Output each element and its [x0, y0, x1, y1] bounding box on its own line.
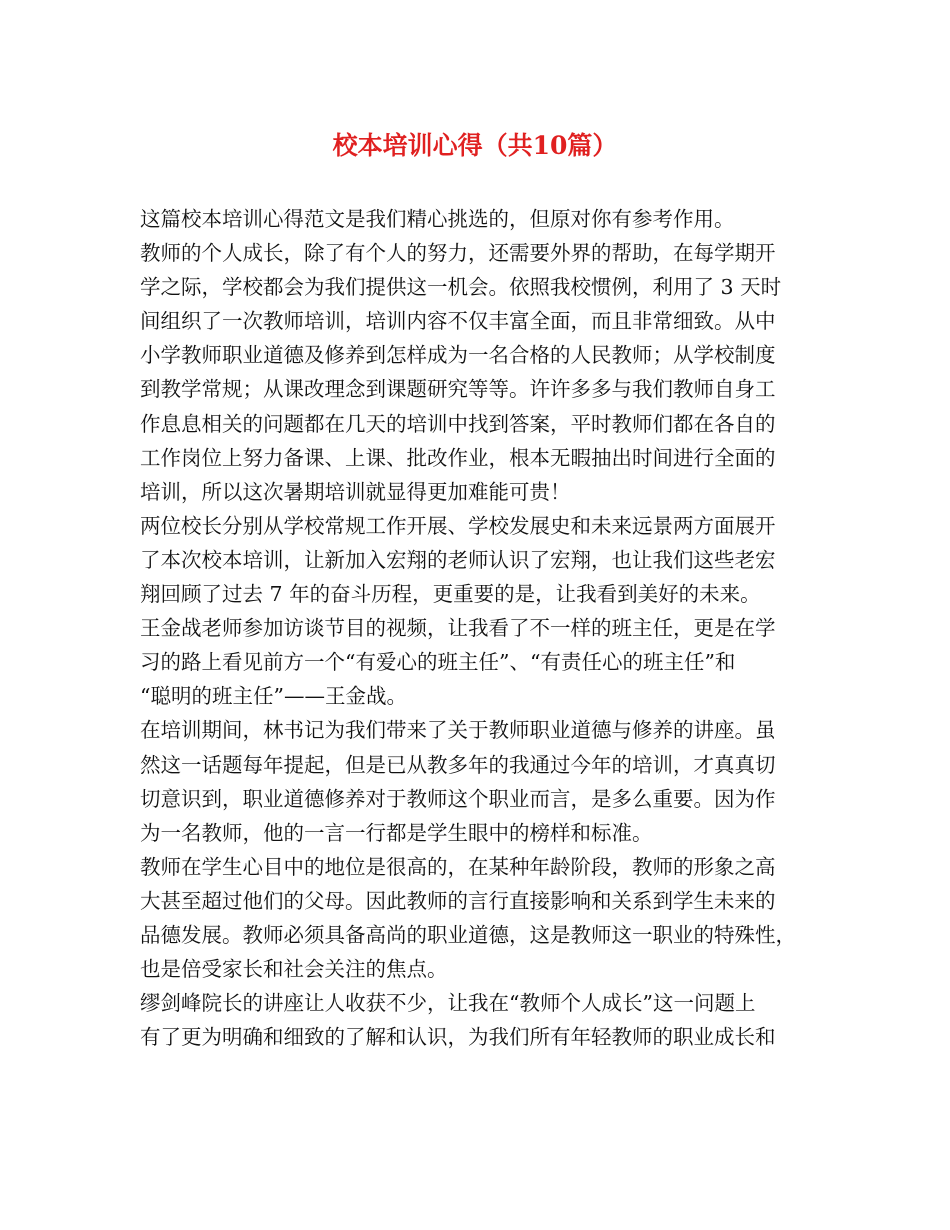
text-line: 这篇校本培训心得范文是我们精心挑选的，但原对你有参考作用。 [140, 207, 735, 231]
text-line: 习的路上看见前方一个“有爱心的班主任”、“有责任心的班主任”和 [140, 650, 736, 675]
text-line: 教师的个人成长，除了有个人的努力，还需要外界的帮助，在每学期开 [140, 241, 776, 266]
text-line: 到教学常规；从课改理念到课题研究等等。许许多多与我们教师自身工 [140, 377, 776, 402]
text-line: 工作岗位上努力备课、上课、批改作业，根本无暇抽出时间进行全面的 [140, 445, 776, 470]
text-line: 小学教师职业道德及修养到怎样成为一名合格的人民教师；从学校制度 [140, 343, 776, 368]
text-line: 然这一话题每年提起，但是已从教多年的我通过今年的培训，才真真切 [140, 752, 776, 777]
text-line: 两位校长分别从学校常规工作开展、学校发展史和未来远景两方面展开 [140, 513, 776, 538]
document-body [140, 202, 816, 1054]
text-line: 培训，所以这次暑期培训就显得更加难能可贵！ [140, 479, 571, 504]
document-title: 校本培训心得（共10篇） [332, 131, 618, 160]
text-line: “聪明的班主任”——王金战。 [140, 684, 407, 709]
text-line: 有了更为明确和细致的了解和认识，为我们所有年轻教师的职业成长和 [140, 1025, 776, 1050]
text-line: 在培训期间，林书记为我们带来了关于教师职业道德与修养的讲座。虽 [140, 718, 776, 743]
text-line: 王金战老师参加访谈节目的视频，让我看了不一样的班主任，更是在学 [140, 616, 776, 641]
text-line: 也是倍受家长和社会关注的焦点。 [140, 957, 448, 982]
text-line: 翔回顾了过去 7 年的奋斗历程，更重要的是，让我看到美好的未来。 [140, 582, 761, 607]
text-line: 了本次校本培训，让新加入宏翔的老师认识了宏翔，也让我们这些老宏 [140, 547, 776, 572]
text-line: 教师在学生心目中的地位是很高的，在某种年龄阶段，教师的形象之高 [140, 854, 776, 879]
text-line: 作息息相关的问题都在几天的培训中找到答案，平时教师们都在各自的 [140, 411, 776, 436]
text-line: 缪剑峰院长的讲座让人收获不少，让我在“教师个人成长”这一问题上 [140, 991, 756, 1016]
text-line: 切意识到，职业道德修养对于教师这个职业而言，是多么重要。因为作 [140, 786, 776, 811]
text-line: 学之际，学校都会为我们提供这一机会。依照我校惯例，利用了 3 天时 [140, 275, 782, 300]
text-line: 品德发展。教师必须具备高尚的职业道德，这是教师这一职业的特殊性， [140, 922, 796, 947]
text-line: 间组织了一次教师培训，培训内容不仅丰富全面，而且非常细致。从中 [140, 309, 776, 334]
text-line: 大甚至超过他们的父母。因此教师的言行直接影响和关系到学生未来的 [140, 888, 776, 913]
text-line: 为一名教师，他的一言一行都是学生眼中的榜样和标准。 [140, 820, 653, 845]
